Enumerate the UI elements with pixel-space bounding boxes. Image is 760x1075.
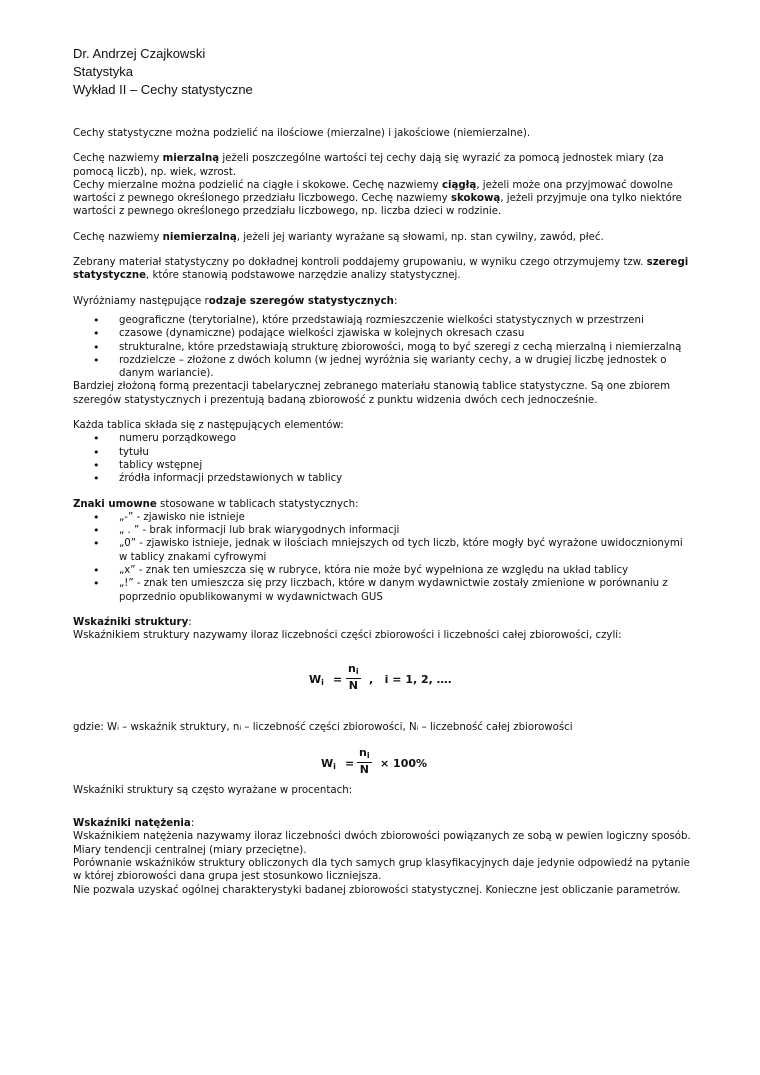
- tablice-paragraph: Bardziej złożoną formą prezentacji tabelarycznej zebranego materiału stanowią tablice statystyczne. Są one zbiorem szeregów statystycznych i prezentują badaną zbiorowość z punktu widzenia dwóch cech jednocześnie.: [73, 381, 670, 406]
- struktura-heading: Wskaźniki struktury:: [73, 616, 192, 628]
- author-line: Dr. Andrzej Czajkowski: [73, 46, 206, 61]
- znaki-list: [73, 511, 693, 604]
- rodzaje-heading: Wyróżniamy następujące rodzaje szeregów statystycznych:: [73, 295, 398, 307]
- list-item: • czasowe (dynamiczne) podające wielkości zjawiska w kolejnych okresach czasu: [119, 327, 693, 340]
- list-item: • „0” - zjawisko istnieje, jednak w ilościach mniejszych od tych liczb, które mogły być wyrażone uwidocznionymi w tablicy znakami cyfrowymi: [119, 537, 693, 564]
- znaki-heading: Znaki umowne stosowane w tablicach statystycznych:: [73, 498, 359, 510]
- lecture-title: Wykład II – Cechy statystyczne: [73, 82, 253, 97]
- list-item: • „-” - zjawisko nie istnieje: [119, 511, 693, 524]
- rodzaje-list: [73, 314, 693, 380]
- term-skokowa: skokową: [450, 193, 501, 205]
- nie-pozwala-paragraph: Nie pozwala uzyskać ogólnej charakterystyki badanej zbiorowości statystycznej. Konieczne jest obliczanie parametrów.: [73, 884, 681, 896]
- document-header: [73, 45, 253, 99]
- formula-structure-index: $W_i$ = $\frac{n_i}{N}$ , i = 1, 2, ….: [309, 661, 452, 692]
- natezenie-definition: Wskaźnikiem natężenia nazywamy iloraz liczebności dwóch zbiorowości powiązanych ze sobą w pewien logiczny sposób.: [73, 831, 691, 843]
- struktura-legend: gdzie: Wᵢ – wskaźnik struktury, nᵢ – liczebność części zbiorowości, Nᵢ – liczebność całej zbiorowości: [73, 721, 573, 733]
- list-item: • „ . ” - brak informacji lub brak wiarygodnych informacji: [119, 524, 693, 537]
- list-item: • numeru porządkowego: [119, 432, 693, 445]
- course-line: Statystyka: [73, 64, 133, 79]
- list-item: • „x” - znak ten umieszcza się w rubryce, która nie może być wypełniona ze względu na układ tablicy: [119, 564, 693, 577]
- term-ciagla: ciągłą: [441, 179, 477, 191]
- elementy-list: [73, 432, 693, 485]
- natezenie-heading: Wskaźniki natężenia:: [73, 818, 195, 830]
- list-item: • geograficzne (terytorialne), które przedstawiają rozmieszczenie wielkości statystycznych w przestrzeni: [119, 314, 693, 327]
- list-item: • źródła informacji przedstawionych w tablicy: [119, 472, 693, 485]
- intro-paragraph: Cechy statystyczne można podzielić na ilościowe (mierzalne) i jakościowe (niemierzalne).: [73, 128, 531, 139]
- list-item: • strukturalne, które przedstawiają strukturę zbiorowości, mogą to być szeregi z cechą mierzalną i niemierzalną: [119, 341, 693, 354]
- term-mierzalna: mierzalną: [162, 153, 220, 165]
- struktura-procenty: Wskaźniki struktury są często wyrażane w procentach:: [73, 784, 353, 796]
- podzial-paragraph: Cechy mierzalne można podzielić na ciągłe i skokowe. Cechę nazwiemy ciągłą, jeżeli może ona przyjmować dowolne wartości z pewnego określonego przedziału liczbowego. Cechę nazwiemy skokową, jeżeli przyjmuje ona tylko niektóre wartości z pewnego określonego przedziału liczbowego, np. liczba dzieci w rodzinie.: [73, 179, 682, 218]
- list-item: • tablicy wstępnej: [119, 459, 693, 472]
- szeregi-paragraph: Zebrany materiał statystyczny po dokładnej kontroli poddajemy grupowaniu, w wyniku czego otrzymujemy tzw. szeregi statystyczne, które stanowią podstawowe narzędzie analizy statystycznej.: [73, 257, 689, 282]
- formula-structure-percent: $W_i$ = $\frac{n_i}{N}$ × 100%: [321, 745, 428, 776]
- fraction: $\frac{n_i}{N}$: [348, 661, 359, 692]
- term-szeregi: szeregi statystyczne: [73, 257, 689, 282]
- struktura-definition: Wskaźnikiem struktury nazywamy iloraz liczebności części zbiorowości i liczebności całej zbiorowości, czyli:: [73, 630, 622, 642]
- miary-line: Miary tendencji centralnej (miary przeciętne).: [73, 844, 307, 856]
- fraction: $\frac{n_i}{N}$: [359, 745, 370, 776]
- document-body: [73, 127, 693, 897]
- term-niemierzalna: niemierzalną: [162, 231, 237, 243]
- list-item: • rozdzielcze – złożone z dwóch kolumn (w jednej wyróżnia się warianty cechy, a w drugiej liczbę jednostek o danym wariancie).: [119, 354, 693, 381]
- elementy-intro: Każda tablica składa się z następujących elementów:: [73, 420, 344, 432]
- niemierzalna-paragraph: Cechę nazwiemy niemierzalną, jeżeli jej warianty wyrażane są słowami, np. stan cywilny, zawód, płeć.: [73, 231, 604, 243]
- list-item: • tytułu: [119, 446, 693, 459]
- mierzalna-paragraph: Cechę nazwiemy mierzalną jeżeli poszczególne wartości tej cechy dają się wyrazić za pomocą jednostek miary (za pomocą liczb), np. wiek, wzrost.: [73, 153, 664, 178]
- list-item: • „!” - znak ten umieszcza się przy liczbach, które w danym wydawnictwie zostały zmienione w porównaniu z poprzednio opublikowanymi w wydawnictwach GUS: [119, 577, 693, 604]
- porownanie-paragraph: Porównanie wskaźników struktury obliczonych dla tych samych grup klasyfikacyjnych daje jedynie odpowiedź na pytanie w której zbiorowości dana grupa jest stosunkowo liczniejsza.: [73, 857, 690, 883]
